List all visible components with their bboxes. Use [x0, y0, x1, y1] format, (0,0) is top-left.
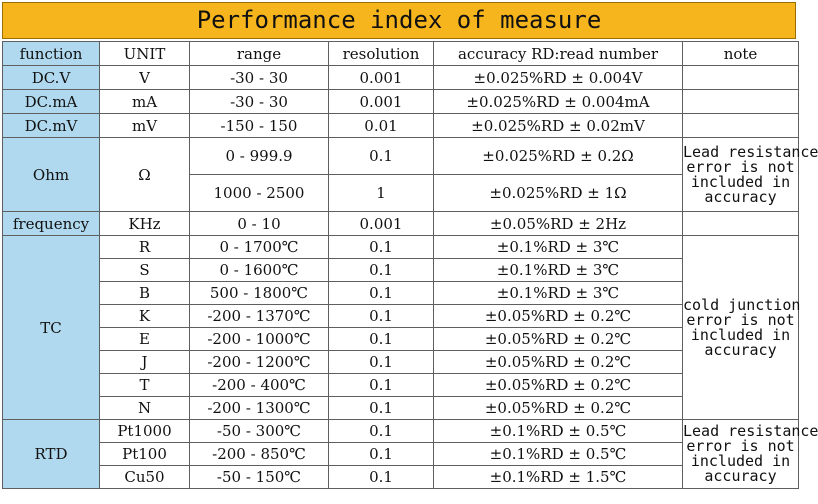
note-cell [683, 90, 799, 114]
table-row-tc [3, 374, 799, 397]
accuracy-cell: ±0.05%RD ± 0.2℃ [434, 328, 683, 351]
table-row-frequency [3, 212, 799, 236]
unit-cell: mA [100, 90, 190, 114]
resolution-cell: 0.1 [329, 282, 434, 305]
range-cell: -30 - 30 [190, 90, 329, 114]
table-row-tc [3, 282, 799, 305]
unit-cell: J [100, 351, 190, 374]
table-row-tc [3, 328, 799, 351]
table-row-dc-v [3, 66, 799, 90]
unit-cell: mV [100, 114, 190, 138]
resolution-cell: 0.1 [329, 374, 434, 397]
accuracy-cell: ±0.025%RD ± 1Ω [434, 175, 683, 212]
resolution-cell: 0.001 [329, 212, 434, 236]
function-cell: TC [3, 236, 100, 420]
resolution-cell: 0.1 [329, 236, 434, 259]
accuracy-cell: ±0.1%RD ± 3℃ [434, 282, 683, 305]
table-row-tc [3, 397, 799, 420]
range-cell: 0 - 999.9 [190, 138, 329, 175]
header-function: function [3, 42, 100, 66]
resolution-cell: 0.1 [329, 443, 434, 466]
function-cell: RTD [3, 420, 100, 489]
note-line: accuracy [704, 467, 777, 485]
resolution-cell: 0.01 [329, 114, 434, 138]
unit-cell: E [100, 328, 190, 351]
note-cell [683, 138, 818, 212]
range-cell: 0 - 1700℃ [190, 236, 329, 259]
range-cell: -200 - 1200℃ [190, 351, 329, 374]
header-note: note [683, 42, 799, 66]
note-line: included in [690, 172, 791, 191]
range-cell: -30 - 30 [190, 66, 329, 90]
range-cell: 0 - 1600℃ [190, 259, 329, 282]
resolution-cell: 1 [329, 175, 434, 212]
function-cell: DC.V [3, 66, 100, 90]
accuracy-cell: ±0.1%RD ± 0.5℃ [434, 443, 683, 466]
unit-cell: Cu50 [100, 466, 190, 489]
header-accuracy: accuracy RD:read number [434, 42, 683, 66]
table-row-tc [3, 259, 799, 282]
function-cell: DC.mV [3, 114, 100, 138]
resolution-cell: 0.1 [329, 138, 434, 175]
table-row-tc [3, 236, 799, 259]
unit-cell: K [100, 305, 190, 328]
range-cell: -200 - 850℃ [190, 443, 329, 466]
unit-cell: R [100, 236, 190, 259]
header-range: range [190, 42, 329, 66]
resolution-cell: 0.1 [329, 259, 434, 282]
table-row-tc [3, 351, 799, 374]
table-row-tc [3, 305, 799, 328]
note-cell [683, 420, 818, 489]
unit-cell: T [100, 374, 190, 397]
accuracy-cell: ±0.025%RD ± 0.004V [434, 66, 683, 90]
note-line: Lead resistance [683, 142, 818, 161]
resolution-cell: 0.1 [329, 466, 434, 489]
range-cell: -200 - 400℃ [190, 374, 329, 397]
unit-cell: S [100, 259, 190, 282]
accuracy-cell: ±0.05%RD ± 0.2℃ [434, 374, 683, 397]
accuracy-cell: ±0.025%RD ± 0.004mA [434, 90, 683, 114]
unit-cell: N [100, 397, 190, 420]
note-line: Lead resistance [683, 422, 818, 440]
accuracy-cell: ±0.1%RD ± 3℃ [434, 259, 683, 282]
accuracy-cell: ±0.1%RD ± 1.5℃ [434, 466, 683, 489]
header-unit: UNIT [100, 42, 190, 66]
unit-cell: V [100, 66, 190, 90]
resolution-cell: 0.001 [329, 90, 434, 114]
table-row-ohm [3, 138, 799, 175]
table-row-rtd [3, 443, 799, 466]
table-row-dc-ma [3, 90, 799, 114]
note-line: error is not [686, 437, 795, 455]
resolution-cell: 0.1 [329, 397, 434, 420]
accuracy-cell: ±0.05%RD ± 2Hz [434, 212, 683, 236]
unit-cell: KHz [100, 212, 190, 236]
note-line: included in [690, 325, 791, 344]
note-cell [683, 114, 799, 138]
range-cell: 1000 - 2500 [190, 175, 329, 212]
note-line: included in [690, 452, 791, 470]
range-cell: 0 - 10 [190, 212, 329, 236]
resolution-cell: 0.1 [329, 305, 434, 328]
function-cell: frequency [3, 212, 100, 236]
range-cell: -50 - 150℃ [190, 466, 329, 489]
table-row-rtd [3, 420, 799, 443]
note-line: accuracy [704, 187, 777, 206]
accuracy-cell: ±0.025%RD ± 0.2Ω [434, 138, 683, 175]
page-title: Performance index of measure [2, 2, 796, 39]
table-row-dc-mv [3, 114, 799, 138]
range-cell: -50 - 300℃ [190, 420, 329, 443]
range-cell: -150 - 150 [190, 114, 329, 138]
note-line: cold junction [683, 295, 801, 314]
unit-cell: Ω [100, 138, 190, 212]
header-resolution: resolution [329, 42, 434, 66]
note-cell [683, 212, 799, 236]
accuracy-cell: ±0.1%RD ± 3℃ [434, 236, 683, 259]
function-cell: Ohm [3, 138, 100, 212]
performance-table [2, 41, 818, 489]
unit-cell: Pt1000 [100, 420, 190, 443]
note-line: accuracy [704, 340, 777, 359]
function-cell: DC.mA [3, 90, 100, 114]
resolution-cell: 0.1 [329, 351, 434, 374]
accuracy-cell: ±0.05%RD ± 0.2℃ [434, 305, 683, 328]
unit-cell: Pt100 [100, 443, 190, 466]
accuracy-cell: ±0.025%RD ± 0.02mV [434, 114, 683, 138]
resolution-cell: 0.1 [329, 420, 434, 443]
accuracy-cell: ±0.05%RD ± 0.2℃ [434, 351, 683, 374]
resolution-cell: 0.1 [329, 328, 434, 351]
table-row-rtd [3, 466, 799, 489]
accuracy-cell: ±0.05%RD ± 0.2℃ [434, 397, 683, 420]
range-cell: 500 - 1800℃ [190, 282, 329, 305]
note-line: error is not [686, 310, 795, 329]
note-line: error is not [686, 157, 795, 176]
note-cell [683, 236, 799, 420]
note-cell [683, 66, 799, 90]
unit-cell: B [100, 282, 190, 305]
range-cell: -200 - 1000℃ [190, 328, 329, 351]
range-cell: -200 - 1370℃ [190, 305, 329, 328]
range-cell: -200 - 1300℃ [190, 397, 329, 420]
resolution-cell: 0.001 [329, 66, 434, 90]
accuracy-cell: ±0.1%RD ± 0.5℃ [434, 420, 683, 443]
header-row [3, 42, 799, 66]
